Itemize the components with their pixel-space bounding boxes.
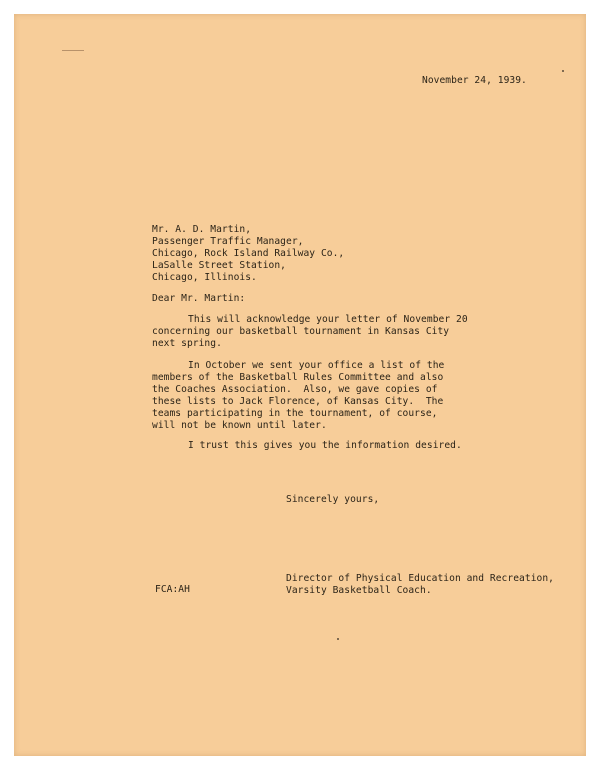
letter-date: November 24, 1939.	[422, 75, 527, 86]
paragraph-3: I trust this gives you the information desired.	[188, 440, 462, 451]
signature-title-line: Director of Physical Education and Recreation,	[286, 573, 554, 584]
paragraph-line: these lists to Jack Florence, of Kansas City. The	[152, 396, 444, 407]
recipient-line: Chicago, Illinois.	[152, 272, 257, 283]
paper-mark	[62, 50, 84, 51]
closing: Sincerely yours,	[286, 494, 380, 505]
paragraph-line: the Coaches Association. Also, we gave copies of	[152, 384, 438, 395]
paragraph-line: This will acknowledge your letter of November 20	[188, 314, 468, 325]
typist-initials: FCA:AH	[155, 584, 190, 595]
recipient-line: LaSalle Street Station,	[152, 260, 286, 271]
ink-speck	[562, 70, 564, 72]
recipient-line: Mr. A. D. Martin,	[152, 224, 252, 235]
paragraph-line: In October we sent your office a list of the	[188, 360, 445, 371]
paragraph-line: will not be known until later.	[152, 420, 327, 431]
salutation: Dear Mr. Martin:	[152, 293, 246, 304]
recipient-line: Passenger Traffic Manager,	[152, 236, 304, 247]
paragraph-line: members of the Basketball Rules Committee and also	[152, 372, 444, 383]
ink-speck	[337, 638, 339, 640]
paragraph-line: concerning our basketball tournament in Kansas City	[152, 326, 450, 337]
paragraph-line: teams participating in the tournament, of course,	[152, 408, 438, 419]
signature-title-line: Varsity Basketball Coach.	[286, 585, 432, 596]
paragraph-line: next spring.	[152, 338, 222, 349]
letter-page	[14, 14, 586, 756]
recipient-line: Chicago, Rock Island Railway Co.,	[152, 248, 345, 259]
